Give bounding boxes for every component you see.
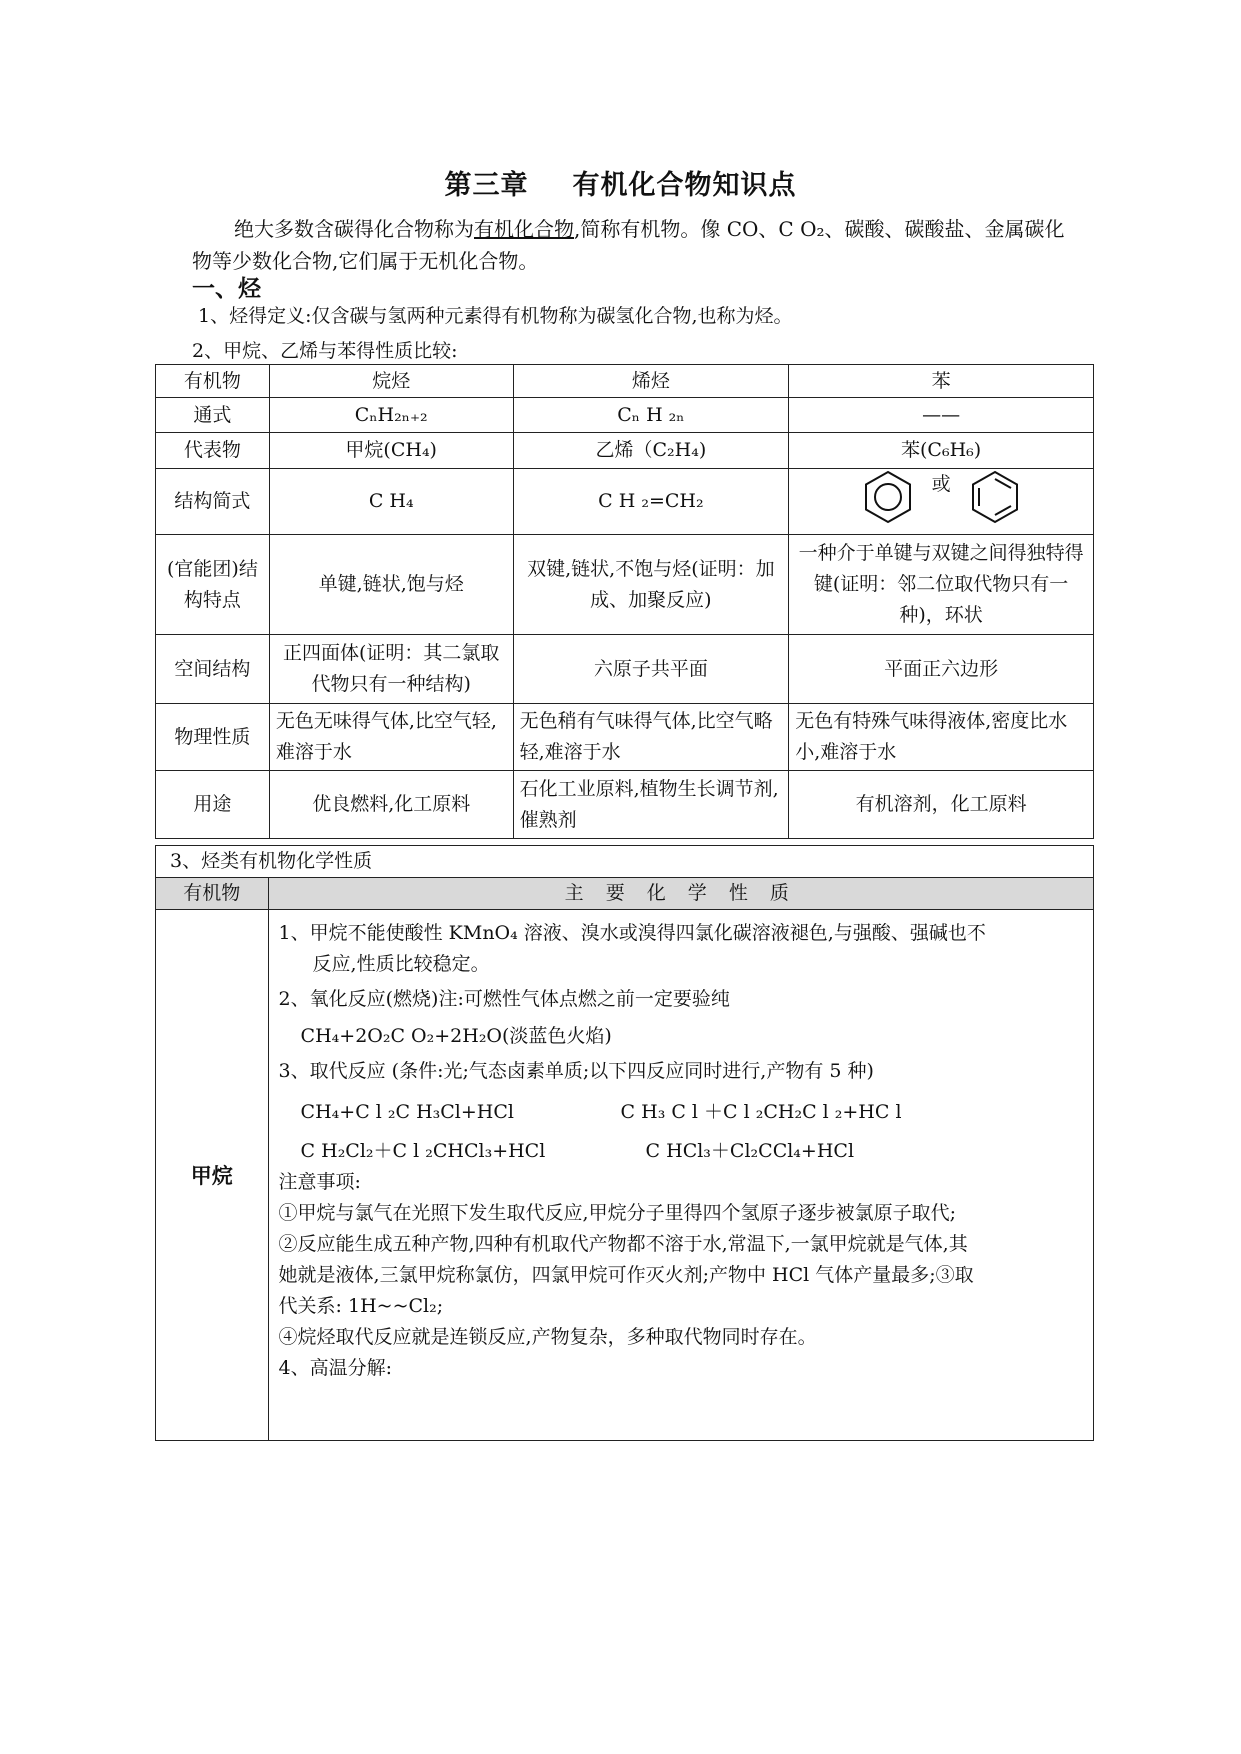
table-cell: 物理性质 [156, 704, 270, 771]
section-heading: 一、烃 [192, 275, 261, 302]
table-cell: 石化工业原料,植物生长调节剂,催熟剂 [513, 771, 789, 839]
table-cell: 通式 [156, 398, 270, 433]
equation-row [279, 1097, 1083, 1128]
table-cell: 苯(C₆H₆) [789, 433, 1094, 469]
benzene-structures [789, 469, 1094, 535]
table-cell: C H ₂=CH₂ [513, 469, 789, 535]
benzene-ring-kekule-icon [969, 470, 1021, 524]
text-line: ①甲烷与氯气在光照下发生取代反应,甲烷分子里得四个氢原子逐步被氯原子取代; [278, 1202, 956, 1224]
text-line: 她就是液体,三氯甲烷称氯仿，四氯甲烷可作灭火剂;产物中 HCl 气体产量最多;③取 [278, 1264, 974, 1286]
notes-heading: 注意事项: [278, 1171, 361, 1193]
equation-substitution-4: C HCl₃＋Cl₂CCl₄+HCl [645, 1140, 855, 1162]
text-line: ④烷烃取代反应就是连锁反应,产物复杂，多种取代物同时存在。 [278, 1326, 817, 1348]
underlined-term: 有机化合物 [474, 217, 574, 241]
table-header: 烯烃 [513, 365, 789, 398]
table-cell: C H₄ [269, 469, 513, 535]
or-label: 或 [931, 473, 951, 495]
comparison-intro: 2、甲烷、乙烯与苯得性质比较: [192, 340, 458, 362]
table-cell: 代表物 [156, 433, 270, 469]
text-line: 3、取代反应 (条件:光;气态卤素单质;以下四反应同时进行,产物有 5 种) [278, 1060, 874, 1082]
table-cell: 乙烯（C₂H₄) [513, 433, 789, 469]
table-cell: (官能团)结构特点 [156, 535, 270, 635]
chapter-number: 第三章 [444, 170, 529, 201]
text-line: 反应,性质比较稳定。 [312, 953, 490, 975]
table-cell: 六原子共平面 [513, 635, 789, 704]
table-cell: 用途 [156, 771, 270, 839]
table-cell: 结构简式 [156, 469, 270, 535]
table-cell: 甲烷(CH₄) [269, 433, 513, 469]
chapter-title [0, 163, 1241, 202]
text-line: 2、氧化反应(燃烧)注:可燃性气体点燃之前一定要验纯 [278, 988, 730, 1010]
table-cell: 单键,链状,饱与烃 [269, 535, 513, 635]
intro-paragraph: 绝大多数含碳得化合物称为有机化合物,简称有机物。像 CO、C O₂、碳酸、碳酸盐、金属碳化物等少数化合物,它们属于无机化合物。 [192, 217, 1065, 273]
text-line: 4、高温分解: [278, 1357, 393, 1379]
text-line: ②反应能生成五种产物,四种有机取代产物都不溶于水,常温下,一氯甲烷就是气体,其 [278, 1233, 968, 1255]
chemical-properties-table [155, 845, 1094, 1441]
definition-text: 1、烃得定义:仅含碳与氢两种元素得有机物称为碳氢化合物,也称为烃。 [198, 305, 793, 327]
equation-combustion: CH₄+2O₂C O₂+2H₂O(淡蓝色火焰) [300, 1025, 612, 1047]
equation-substitution-2: C H₃ C l ＋C l ₂CH₂C l ₂+HC l [620, 1101, 902, 1123]
text-line: 1、甲烷不能使酸性 KMnO₄ 溶液、溴水或溴得四氯化碳溶液褪色,与强酸、强碱也不 [278, 922, 986, 944]
table-header: 有机物 [156, 365, 270, 398]
table-cell: 双键,链状,不饱与烃(证明：加成、加聚反应) [513, 535, 789, 635]
table-cell: 正四面体(证明：其二氯取代物只有一种结构) [269, 635, 513, 704]
table-header: 烷烃 [269, 365, 513, 398]
table-cell: 有机溶剂，化工原料 [789, 771, 1094, 839]
table-cell: —— [789, 398, 1094, 433]
table-cell: 无色有特殊气味得液体,密度比水小,难溶于水 [789, 704, 1094, 771]
equation-substitution-1: CH₄+C l ₂C H₃Cl+HCl [300, 1101, 514, 1123]
table-header: 苯 [789, 365, 1094, 398]
comparison-table [155, 364, 1094, 839]
table-cell: 优良燃料,化工原料 [269, 771, 513, 839]
table-cell: CₙH₂ₙ₊₂ [269, 398, 513, 433]
table-cell: 无色稍有气味得气体,比空气略轻,难溶于水 [513, 704, 789, 771]
row-label-methane: 甲烷 [156, 910, 269, 1441]
methane-properties [268, 910, 1093, 1441]
benzene-ring-circle-icon [862, 470, 914, 524]
equation-row [279, 1136, 1083, 1167]
table-cell: 空间结构 [156, 635, 270, 704]
table-cell: Cₙ H ₂ₙ [513, 398, 789, 433]
table-cell: 平面正六边形 [789, 635, 1094, 704]
table-header: 有机物 [156, 878, 269, 910]
table-cell: 一种介于单键与双键之间得独特得键(证明：邻二位取代物只有一种)，环状 [789, 535, 1094, 635]
chapter-name: 有机化合物知识点 [572, 170, 797, 201]
text-line: 代关系: 1H~~Cl₂; [278, 1295, 444, 1317]
table-title: 3、烃类有机物化学性质 [156, 846, 1094, 878]
table-header: 主 要 化 学 性 质 [268, 878, 1093, 910]
table-cell: 无色无味得气体,比空气轻,难溶于水 [269, 704, 513, 771]
equation-substitution-3: C H₂Cl₂＋C l ₂CHCl₃+HCl [300, 1140, 546, 1162]
